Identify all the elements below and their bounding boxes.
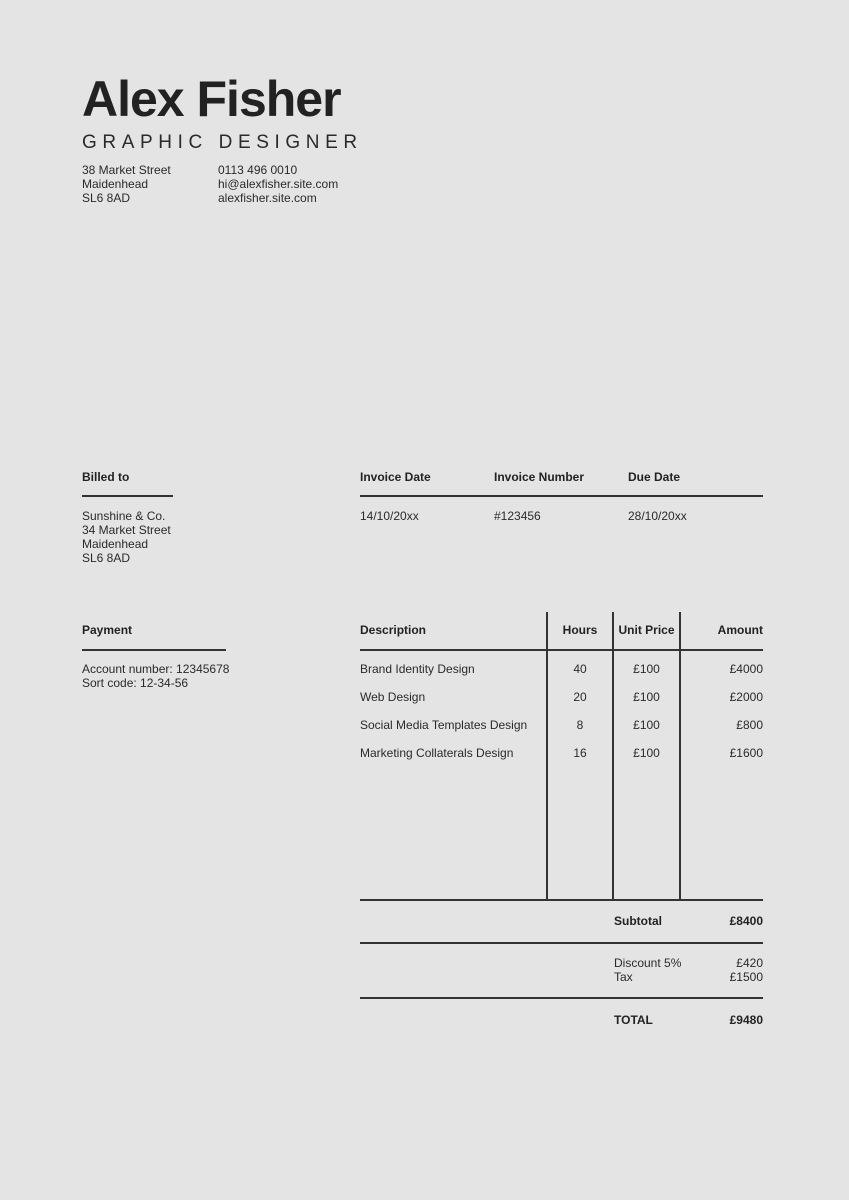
row-amount: £2000 bbox=[729, 690, 763, 704]
billed-to-details bbox=[82, 509, 171, 565]
invoice-date-label: Invoice Date bbox=[360, 470, 431, 484]
account-number: Account number: 12345678 bbox=[82, 662, 230, 676]
discount-label: Discount 5% bbox=[614, 956, 682, 970]
website: alexfisher.site.com bbox=[218, 191, 317, 205]
row-unit-price: £100 bbox=[633, 690, 660, 704]
table-header-divider bbox=[360, 649, 763, 651]
description-header: Description bbox=[360, 623, 427, 637]
sender-address bbox=[82, 163, 171, 205]
address-line: SL6 8AD bbox=[82, 191, 131, 205]
hours-header: Hours bbox=[562, 623, 598, 637]
due-date: 28/10/20xx bbox=[628, 509, 687, 523]
row-hours: 16 bbox=[573, 746, 587, 760]
row-unit-price: £100 bbox=[633, 662, 660, 676]
address-line: Maidenhead bbox=[82, 177, 149, 191]
row-hours: 20 bbox=[573, 690, 587, 704]
sender-contact bbox=[218, 163, 338, 205]
invoice-date: 14/10/20xx bbox=[360, 509, 419, 523]
row-description: Brand Identity Design bbox=[360, 662, 475, 676]
invoice-info-divider bbox=[360, 495, 763, 497]
row-description: Social Media Templates Design bbox=[360, 718, 528, 732]
discount-value: £420 bbox=[736, 956, 763, 970]
row-hours: 40 bbox=[573, 662, 587, 676]
billed-to-label: Billed to bbox=[82, 470, 130, 484]
adjustment-values bbox=[680, 956, 763, 984]
phone-number: 0113 496 0010 bbox=[218, 163, 298, 177]
payment-details bbox=[82, 662, 229, 690]
total-divider bbox=[360, 997, 763, 999]
invoice-number: #123456 bbox=[494, 509, 541, 523]
row-description: Marketing Collaterals Design bbox=[360, 746, 514, 760]
unit-price-header: Unit Price bbox=[618, 623, 675, 637]
payment-label: Payment bbox=[82, 623, 133, 637]
address-line: 38 Market Street bbox=[82, 163, 171, 177]
designer-role: GRAPHIC DESIGNER bbox=[82, 132, 363, 153]
total-label: TOTAL bbox=[614, 1013, 653, 1027]
invoice-number-label: Invoice Number bbox=[494, 470, 585, 484]
row-amount: £4000 bbox=[729, 662, 763, 676]
email-address: hi@alexfisher.site.com bbox=[218, 177, 339, 191]
client-line: Sunshine & Co. bbox=[82, 509, 166, 523]
row-hours: 8 bbox=[576, 718, 584, 732]
designer-name: Alex Fisher bbox=[82, 71, 341, 127]
total-value: £9480 bbox=[729, 1013, 763, 1027]
client-line: Maidenhead bbox=[82, 537, 149, 551]
sort-code: Sort code: 12-34-56 bbox=[82, 676, 189, 690]
client-line: SL6 8AD bbox=[82, 551, 131, 565]
adjustment-labels bbox=[614, 956, 681, 984]
table-bottom-divider bbox=[360, 899, 763, 901]
row-amount: £1600 bbox=[729, 746, 763, 760]
row-unit-price: £100 bbox=[633, 746, 660, 760]
tax-value: £1500 bbox=[729, 970, 763, 984]
client-line: 34 Market Street bbox=[82, 523, 171, 537]
payment-divider bbox=[82, 649, 226, 651]
row-description: Web Design bbox=[360, 690, 426, 704]
subtotal-divider bbox=[360, 942, 763, 944]
billed-to-divider bbox=[82, 495, 173, 497]
row-amount: £800 bbox=[736, 718, 763, 732]
subtotal-label: Subtotal bbox=[614, 914, 662, 928]
tax-label: Tax bbox=[614, 970, 633, 984]
row-unit-price: £100 bbox=[633, 718, 660, 732]
amount-header: Amount bbox=[717, 623, 763, 637]
due-date-label: Due Date bbox=[628, 470, 681, 484]
subtotal-value: £8400 bbox=[729, 914, 763, 928]
